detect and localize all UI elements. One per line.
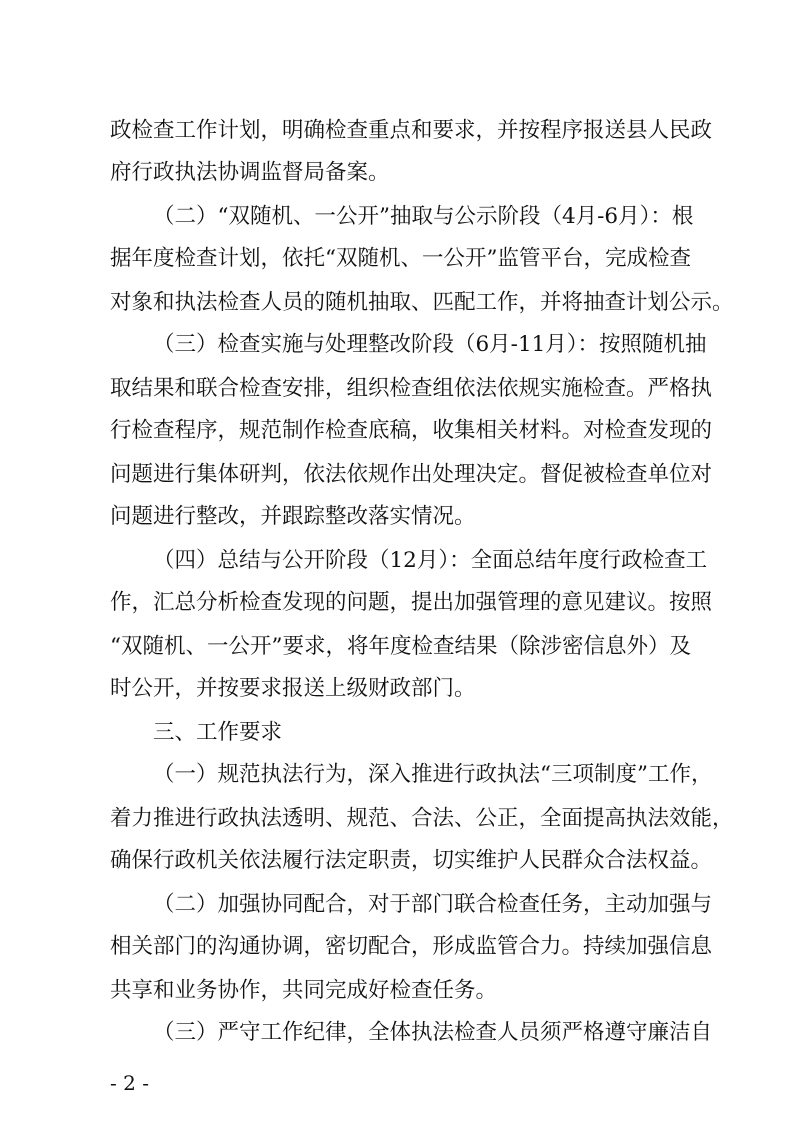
- paragraph-line: 共享和业务协作，共同完成好检查任务。: [110, 978, 498, 1003]
- paragraph-line: （四）总结与公开阶段（12月）：全面总结年度行政检查工: [153, 548, 708, 573]
- paragraph-line: “双随机、一公开”要求，将年度检查结果（除涉密信息外）及: [110, 634, 691, 659]
- paragraph-line: 作，汇总分析检查发现的问题，提出加强管理的意见建议。按照: [110, 590, 713, 615]
- paragraph-line: 着力推进行政执法透明、规范、合法、公正，全面提高执法效能，: [110, 806, 734, 831]
- paragraph-line: 对象和执法检查人员的随机抽取、匹配工作，并将抽查计划公示。: [110, 290, 734, 315]
- paragraph-line: 问题进行整改，并跟踪整改落实情况。: [110, 504, 476, 529]
- paragraph-line: 相关部门的沟通协调，密切配合，形成监管合力。持续加强信息: [110, 934, 713, 959]
- paragraph-line: 政检查工作计划，明确检查重点和要求，并按程序报送县人民政: [110, 118, 713, 143]
- paragraph-line: 问题进行集体研判，依法依规作出处理决定。督促被检查单位对: [110, 462, 713, 487]
- paragraph-line: （二）加强协同配合，对于部门联合检查任务，主动加强与: [153, 892, 713, 917]
- paragraph-line: （二）“双随机、一公开”抽取与公示阶段（4月-6月）：根: [153, 204, 694, 229]
- section-heading: 三、工作要求: [153, 720, 283, 745]
- paragraph-line: 确保行政机关依法履行法定职责，切实维护人民群众合法权益。: [110, 848, 713, 873]
- paragraph-line: 取结果和联合检查安排，组织检查组依法依规实施检查。严格执: [110, 376, 713, 401]
- paragraph-line: （一）规范执法行为，深入推进行政执法“三项制度”工作，: [153, 762, 713, 787]
- paragraph-line: 时公开，并按要求报送上级财政部门。: [110, 676, 476, 701]
- paragraph-line: 府行政执法协调监督局备案。: [110, 160, 390, 185]
- paragraph-line: 行检查程序，规范制作检查底稿，收集相关材料。对检查发现的: [110, 418, 713, 443]
- paragraph-line: （三）检查实施与处理整改阶段（6月-11月）：按照随机抽: [153, 332, 707, 357]
- page-number: - 2 -: [110, 1071, 149, 1095]
- paragraph-line: 据年度检查计划，依托“双随机、一公开”监管平台，完成检查: [110, 246, 691, 271]
- paragraph-line: （三）严守工作纪律，全体执法检查人员须严格遵守廉洁自: [153, 1020, 713, 1045]
